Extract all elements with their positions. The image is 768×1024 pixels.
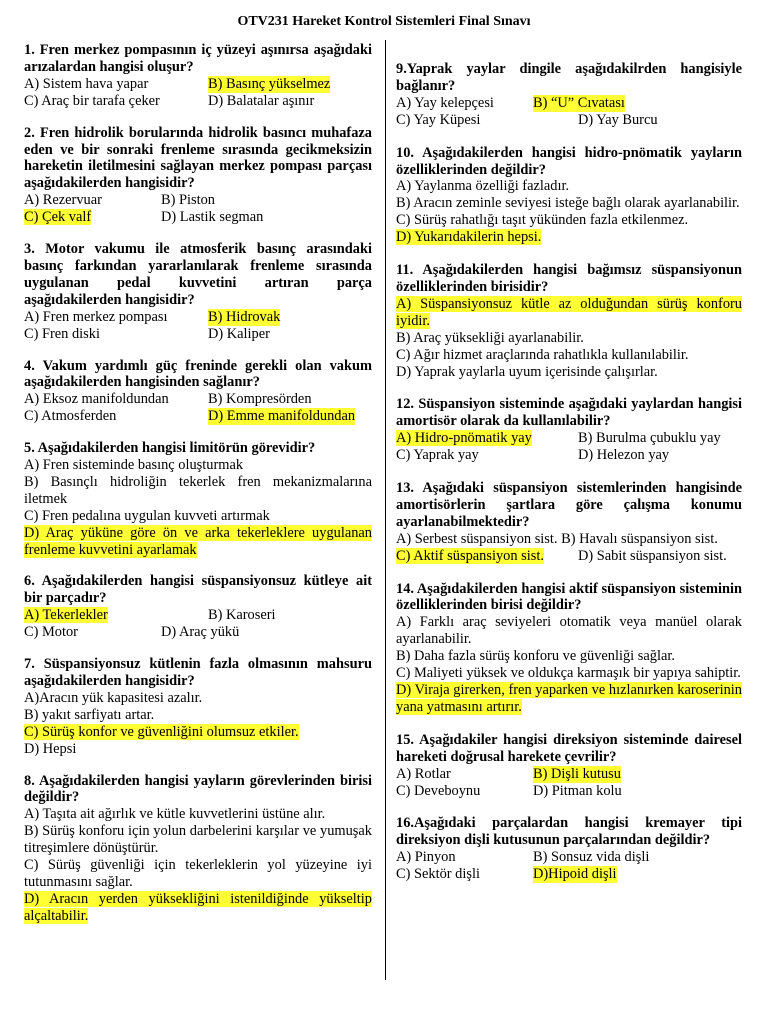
option-d[interactable]: D) Araç yükü bbox=[161, 624, 240, 641]
option-a[interactable]: A) Eksoz manifoldundan bbox=[24, 391, 169, 408]
option-a[interactable]: A) Farklı araç seviyeleri otomatik veya manüel olarak ayarlanabilir. bbox=[396, 614, 742, 648]
option-d[interactable]: D) Pitman kolu bbox=[533, 782, 622, 799]
question-text: 11. Aşağıdakilerden hangisi bağımsız süspansiyonun özelliklerinden birisidir? bbox=[396, 262, 742, 295]
question-text: 13. Aşağıdaki süspansiyon sistemlerinden hangisinde amortisörlerin şartlara göre çalışma konumu ayarlanabilmektedir? bbox=[396, 480, 742, 530]
option-a[interactable]: A) Serbest süspansiyon sist. bbox=[396, 530, 558, 547]
option-b[interactable]: B) yakıt sarfiyatı artar. bbox=[24, 706, 155, 723]
option-a[interactable]: A) Sistem hava yapar bbox=[24, 75, 149, 92]
question-text: 7. Süspansiyonsuz kütlenin fazla olmasının mahsuru aşağıdakilerden hangisidir? bbox=[24, 656, 372, 689]
option-c[interactable]: C) Ağır hizmet araçlarında rahatlıkla kullanılabilir. bbox=[396, 346, 689, 363]
option-b[interactable]: B) Sonsuz vida dişli bbox=[533, 849, 650, 866]
option-a[interactable]: A) Rotlar bbox=[396, 765, 451, 782]
question-13 bbox=[396, 480, 742, 565]
question-text: 10. Aşağıdakilerden hangisi hidro-pnömatik yayların özelliklerinden değildir? bbox=[396, 144, 742, 178]
option-b[interactable]: B) Hidrovak bbox=[208, 308, 281, 325]
option-c[interactable]: C) Sürüş konfor ve güvenliğini olumsuz etkiler. bbox=[24, 723, 299, 740]
option-d[interactable]: D) Helezon yay bbox=[578, 447, 670, 464]
question-12 bbox=[396, 396, 742, 464]
question-7 bbox=[24, 656, 372, 757]
option-d[interactable]: D) Yukarıdakilerin hepsi. bbox=[396, 229, 542, 246]
option-c[interactable]: C) Yaprak yay bbox=[396, 447, 479, 464]
question-text: 3. Motor vakumu ile atmosferik basınç arasındaki basınç farkından yararlanılarak frenleme sırasında uygulanan pedal kuvvetini artıran parça aşağıdakilerden hangisidir? bbox=[24, 241, 372, 308]
question-1 bbox=[24, 42, 372, 110]
option-a[interactable]: A) Rezervuar bbox=[24, 192, 102, 209]
option-b[interactable]: B) Dişli kutusu bbox=[533, 765, 621, 782]
option-d[interactable]: D) Hepsi bbox=[24, 740, 77, 757]
option-c[interactable]: C) Aktif süspansiyon sist. bbox=[396, 547, 544, 564]
question-text: 6. Aşağıdakilerden hangisi süspansiyonsuz kütleye ait bir parçadır? bbox=[24, 573, 372, 607]
column-divider bbox=[385, 40, 386, 980]
option-a[interactable]: A) Taşıta ait ağırlık ve kütle kuvvetlerini üstüne alır. bbox=[24, 806, 326, 823]
right-column bbox=[396, 61, 742, 883]
option-b[interactable]: B) Daha fazla sürüş konforu ve güvenliği sağlar. bbox=[396, 648, 675, 665]
question-text: 14. Aşağıdakilerden hangisi aktif süspansiyon sisteminin özelliklerinden birisi değildir? bbox=[396, 580, 742, 614]
page-title: OTV231 Hareket Kontrol Sistemleri Final Sınavı bbox=[237, 14, 531, 29]
option-b[interactable]: B) Havalı süspansiyon sist. bbox=[561, 530, 718, 547]
question-11 bbox=[396, 262, 742, 380]
option-d[interactable]: D) Yay Burcu bbox=[578, 111, 658, 128]
option-a[interactable]: A) Fren sisteminde basınç oluşturmak bbox=[24, 457, 244, 474]
option-c[interactable]: C) Fren diski bbox=[24, 325, 100, 342]
option-c[interactable]: C) Fren pedalına uygulan kuvveti artırmak bbox=[24, 507, 270, 524]
option-b[interactable]: B) Basınçlı hidroliğin tekerlek fren mekanizmalarına iletmek bbox=[24, 473, 372, 507]
option-d[interactable]: D) Sabit süspansiyon sist. bbox=[578, 547, 727, 564]
option-c[interactable]: C) Sürüş güvenliği için tekerleklerin yol yüzeyine iyi tutunmasını sağlar. bbox=[24, 857, 372, 890]
option-b[interactable]: B) Araç yüksekliği ayarlanabilir. bbox=[396, 329, 584, 346]
option-c[interactable]: C) Atmosferden bbox=[24, 408, 117, 425]
question-8 bbox=[24, 773, 372, 925]
question-text: 9.Yaprak yaylar dingile aşağıdakilrden hangisiyle bağlanır? bbox=[396, 61, 742, 94]
question-3 bbox=[24, 241, 372, 342]
question-10 bbox=[396, 145, 742, 246]
question-14 bbox=[396, 581, 742, 716]
question-16 bbox=[396, 815, 742, 883]
question-text: 1. Fren merkez pompasının iç yüzeyi aşınırsa aşağıdaki arızalardan hangisi oluşur? bbox=[24, 42, 372, 75]
option-b[interactable]: B) Basınç yükselmez bbox=[208, 75, 331, 92]
option-d[interactable]: D) Araç yüküne göre ön ve arka tekerleklere uygulanan frenleme kuvvetini ayarlamak bbox=[24, 524, 372, 558]
option-a[interactable]: A) Hidro-pnömatik yay bbox=[396, 430, 532, 447]
option-c[interactable]: C) Maliyeti yüksek ve oldukça karmaşık bir yapıya sahiptir. bbox=[396, 665, 741, 682]
question-text: 16.Aşağıdaki parçalardan hangisi kremayer tipi direksiyon dişli kutusunun parçalarından değildir? bbox=[396, 815, 742, 849]
option-a[interactable]: A) Yaylanma özelliği fazladır. bbox=[396, 178, 570, 195]
option-b[interactable]: B) Burulma çubuklu yay bbox=[578, 430, 721, 447]
option-b[interactable]: B) Karoseri bbox=[208, 607, 276, 624]
option-d[interactable]: D)Hipoid dişli bbox=[533, 866, 617, 883]
option-d[interactable]: D) Emme manifoldundan bbox=[208, 408, 356, 425]
option-a[interactable]: A)Aracın yük kapasitesi azalır. bbox=[24, 689, 203, 706]
question-4 bbox=[24, 358, 372, 426]
question-5 bbox=[24, 440, 372, 558]
option-a[interactable]: A) Pinyon bbox=[396, 849, 456, 866]
option-d[interactable]: D) Balatalar aşınır bbox=[208, 92, 315, 109]
option-a[interactable]: A) Tekerlekler bbox=[24, 607, 108, 624]
option-a[interactable]: A) Fren merkez pompası bbox=[24, 308, 168, 325]
option-d[interactable]: D) Viraja girerken, fren yaparken ve hızlanırken karoserinin yana yatmasını artırır. bbox=[396, 682, 742, 715]
option-d[interactable]: D) Lastik segman bbox=[161, 209, 264, 226]
option-b[interactable]: B) Aracın zeminle seviyesi isteğe bağlı olarak ayarlanabilir. bbox=[396, 195, 740, 212]
option-b[interactable]: B) “U” Cıvatası bbox=[533, 94, 625, 111]
question-text: 4. Vakum yardımlı güç freninde gerekli olan vakum aşağıdakilerden hangisinden sağlanır? bbox=[24, 357, 372, 391]
question-text: 12. Süspansiyon sisteminde aşağıdaki yaylardan hangisi amortisör olarak da kullanılabilir? bbox=[396, 396, 742, 430]
question-6 bbox=[24, 573, 372, 641]
left-column bbox=[24, 42, 372, 925]
question-text: 8. Aşağıdakilerden hangisi yayların görevlerinden birisi değildir? bbox=[24, 772, 372, 806]
question-15 bbox=[396, 732, 742, 800]
option-d[interactable]: D) Yaprak yaylarla uyum içerisinde çalışırlar. bbox=[396, 363, 658, 380]
option-b[interactable]: B) Kompresörden bbox=[208, 391, 312, 408]
question-text: 2. Fren hidrolik borularında hidrolik basıncı muhafaza eden ve bir sonraki frenleme sırasında gecikmeksizin hareketin iletilmesini sağlayan merkez pompası parçası aşağıdakilerden hangisidir? bbox=[24, 124, 372, 192]
option-c[interactable]: C) Sürüş rahatlığı taşıt yükünden fazla etkilenmez. bbox=[396, 212, 689, 229]
option-b[interactable]: B) Sürüş konforu için yolun darbelerini karşılar ve yumuşak titreşimlere dönüştürür. bbox=[24, 823, 372, 857]
option-c[interactable]: C) Çek valf bbox=[24, 209, 92, 226]
question-2 bbox=[24, 125, 372, 226]
question-text: 15. Aşağıdakiler hangisi direksiyon sisteminde dairesel hareketi doğrusal harekete çevrilir? bbox=[396, 731, 742, 765]
option-c[interactable]: C) Araç bir tarafa çeker bbox=[24, 92, 160, 109]
option-d[interactable]: D) Aracın yerden yüksekliğini istenildiğinde yükseltip alçaltabilir. bbox=[24, 890, 372, 924]
option-c[interactable]: C) Sektör dişli bbox=[396, 866, 480, 883]
option-a[interactable]: A) Yay kelepçesi bbox=[396, 94, 494, 111]
option-b[interactable]: B) Piston bbox=[161, 192, 215, 209]
option-a[interactable]: A) Süspansiyonsuz kütle az olduğundan sürüş konforu iyidir. bbox=[396, 295, 742, 329]
option-d[interactable]: D) Kaliper bbox=[208, 325, 270, 342]
question-9 bbox=[396, 61, 742, 129]
question-text: 5. Aşağıdakilerden hangisi limitörün görevidir? bbox=[24, 440, 316, 457]
option-c[interactable]: C) Yay Küpesi bbox=[396, 111, 481, 128]
option-c[interactable]: C) Motor bbox=[24, 624, 78, 641]
option-c[interactable]: C) Deveboynu bbox=[396, 782, 481, 799]
